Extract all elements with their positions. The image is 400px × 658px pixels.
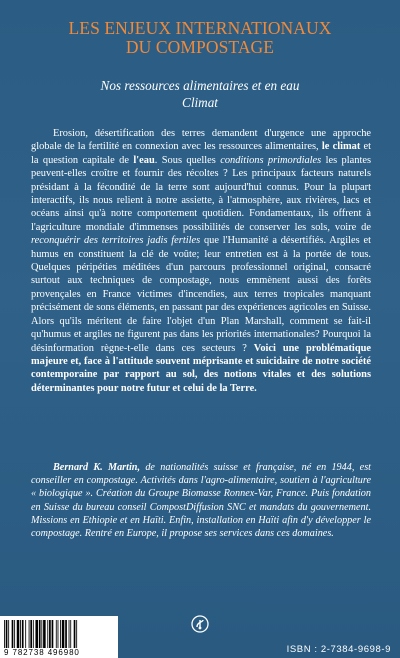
author-bio: [31, 461, 371, 540]
publisher-logo-icon: [191, 615, 209, 633]
book-subtitle-line-2: Climat: [182, 95, 218, 110]
blurb-italic-conditions: conditions primordiales: [220, 154, 322, 166]
blurb-paragraph: [31, 127, 371, 395]
book-title-line-2: DU COMPOSTAGE: [125, 37, 275, 57]
blurb-bold-climate: le climat: [321, 141, 361, 153]
blurb-text-5: que l'Humanité a désertifiés. Argiles et humus en constituent la clé de voûte; leur entretien est à la portée de tous. Quelques péripéties méditées d'un parcours professionnel original, consacré surtout aux techniques de compostage, nous emmènent aussi des forêts provençales en France victimes d'incendies, aux terres tropicales manquant précisément de sons éléments, en passant par des expériences agricoles en Suisse. Alors qu'ils méritent de faire l'objet d'un Plan Marshall, comment se fait-il qu'humus et argiles ne figurent pas dans les priorités internationales? Pourquoi la désinformation règne-t-elle dans ces secteurs ?: [31, 235, 371, 354]
isbn-number: ISBN : 2-7384-9698-9: [286, 644, 391, 655]
blurb-text-2: et la question capitale de: [31, 141, 371, 166]
blurb-text-4: les plantes peuvent-elles croître et fournir des récoltes ? Les principaux facteurs naturels présidant à la fécondité de la terre sont aujourd'hui connus. Pour la plupart interactifs, ils nous relient à notre assiette, à l'atmosphère, aux rivières, lacs et océans ainsi qu'à notre comportement quotidien. Fondamentaux, ils offrent à l'agriculture mondiale d'immenses possibilités de conserver les sols, voire de: [31, 154, 371, 233]
blurb-italic-territories: reconquérir des territoires jadis fertiles: [31, 235, 201, 247]
blurb-bold-water: l'eau: [133, 154, 155, 166]
author-bio-text: de nationalités suisse et française, né en 1944, est conseiller en compostage. Activités dans l'agro-alimentaire, soutien à l'agriculture « biologique ». Création du Groupe Biomasse Ronnex-Var, France. Puis fondation en Suisse du bureau conseil CompostDiffusion SNC et mandats du gouvernement. Missions en Ethiopie et en Haïti. Enfin, installation en Haïti afin d'y développer le compostage. Rentré en Europe, il propose ses services dans ces domaines.: [31, 462, 371, 540]
book-title-line-1: LES ENJEUX INTERNATIONAUX: [68, 18, 332, 38]
author-name: Bernard K. Martin,: [53, 462, 141, 473]
book-title: [0, 19, 400, 57]
book-subtitle: [0, 77, 400, 111]
book-subtitle-line-1: Nos ressources alimentaires et en eau: [100, 78, 300, 93]
blurb-text-1: Erosion, désertification des terres demandent d'urgence une approche globale de la fertilité en connexion avec les ressources alimentaires,: [31, 128, 371, 153]
barcode: [0, 616, 118, 658]
blurb-text-3: . Sous quelles: [154, 154, 216, 166]
barcode-digits: 9 782738 496980: [4, 648, 80, 657]
blurb-bold-conclusion: Voici une problématique majeure et, face à l'attitude souvent méprisante et suicidaire de notre société contemporaine par rapport au sol, des notions vitales et des solutions déterminantes pour notre futur et celui de la Terre.: [31, 342, 371, 394]
barcode-bars-icon: [4, 620, 114, 648]
